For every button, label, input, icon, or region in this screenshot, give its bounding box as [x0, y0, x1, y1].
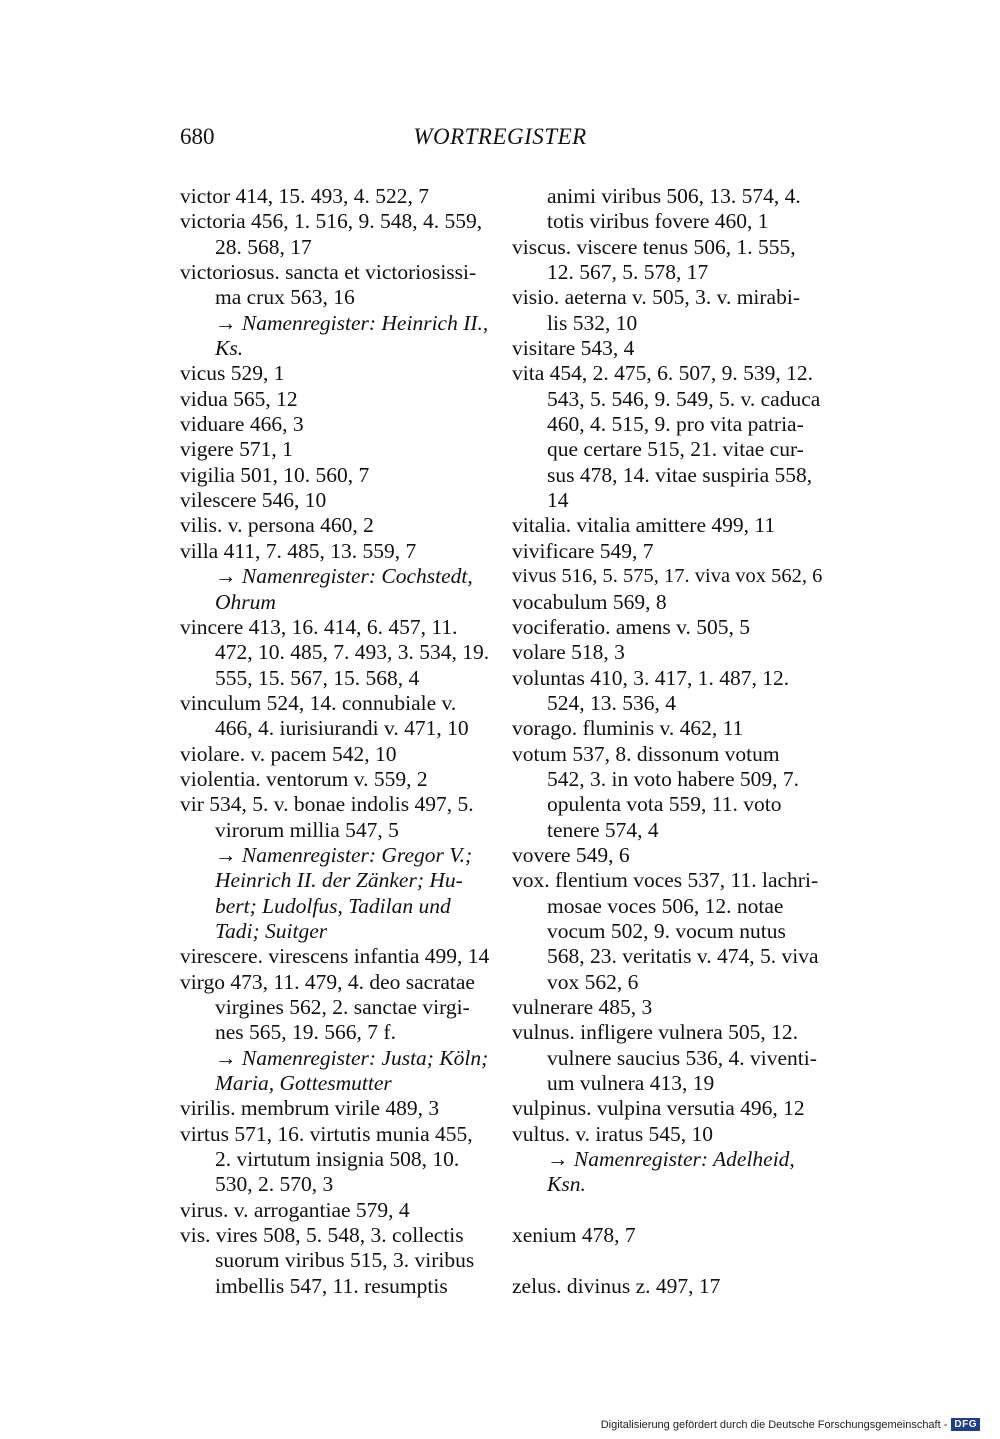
index-entry: vigilia 501, 10. 560, 7 — [180, 462, 370, 487]
credit-text: Digitalisierung gefördert durch die Deutsche Forschungsgemeinschaft - — [600, 1418, 948, 1431]
index-entry: zelus. divinus z. 497, 17 — [512, 1273, 721, 1298]
running-title: WORTREGISTER — [413, 124, 587, 149]
index-entry-continuation: → Namenregister: Adelheid, — [547, 1147, 795, 1172]
index-entry-continuation: vox 562, 6 — [547, 969, 639, 994]
index-entry-continuation: Tadi; Suitger — [215, 918, 328, 943]
index-entry: viscus. viscere tenus 506, 1. 555, — [512, 234, 796, 259]
index-entry-continuation: 524, 13. 536, 4 — [547, 690, 676, 715]
index-entry: violare. v. pacem 542, 10 — [180, 741, 397, 766]
index-entry-continuation: 472, 10. 485, 7. 493, 3. 534, 19. — [215, 640, 490, 665]
index-entry: votum 537, 8. dissonum votum — [512, 741, 780, 766]
index-entry: vivus 516, 5. 575, 17. viva vox 562, 6 — [512, 565, 823, 588]
index-entry: vilescere 546, 10 — [180, 488, 327, 513]
index-entry-continuation: mosae voces 506, 12. notae — [547, 893, 784, 918]
index-entry: vorago. fluminis v. 462, 11 — [512, 716, 744, 741]
index-entry-continuation: virorum millia 547, 5 — [215, 817, 399, 842]
index-entry-continuation: sus 478, 14. vitae suspiria 558, — [547, 462, 813, 487]
index-entry-continuation: vulnere saucius 536, 4. viventi- — [547, 1045, 817, 1070]
index-entry-continuation: 542, 3. in voto habere 509, 7. — [547, 766, 799, 791]
index-entry: visio. aeterna v. 505, 3. v. mirabi- — [512, 285, 800, 310]
page-number: 680 — [180, 124, 215, 149]
index-entry-continuation: suorum viribus 515, 3. viribus — [215, 1248, 475, 1273]
index-entry: xenium 478, 7 — [512, 1223, 636, 1248]
index-entry: vidua 565, 12 — [180, 386, 298, 411]
index-entry-continuation: animi viribus 506, 13. 574, 4. — [547, 184, 801, 208]
index-entry: vir 534, 5. v. bonae indolis 497, 5. — [180, 792, 474, 817]
index-entry-continuation: Ksn. — [547, 1172, 586, 1197]
index-entry: vulnus. infligere vulnera 505, 12. — [512, 1020, 799, 1045]
index-entry: vox. flentium voces 537, 11. lachri- — [512, 868, 819, 893]
index-entry: virgo 473, 11. 479, 4. deo sacratae — [180, 969, 475, 994]
index-entry-continuation: Ohrum — [215, 589, 276, 614]
index-entry: virus. v. arrogantiae 579, 4 — [180, 1197, 410, 1222]
index-entry-continuation: 466, 4. iurisiurandi v. 471, 10 — [215, 716, 469, 741]
index-entry: victor 414, 15. 493, 4. 522, 7 — [180, 184, 430, 208]
index-entry-continuation: que certare 515, 21. vitae cur- — [547, 437, 804, 462]
index-entry: vitalia. vitalia amittere 499, 11 — [512, 513, 776, 538]
index-entry-continuation: um vulnera 413, 19 — [547, 1071, 715, 1096]
index-entry: victoria 456, 1. 516, 9. 548, 4. 559, — [180, 209, 483, 234]
index-entry: vocabulum 569, 8 — [512, 589, 667, 614]
index-entry-continuation: nes 565, 19. 566, 7 f. — [215, 1020, 396, 1045]
index-entry: vivificare 549, 7 — [512, 538, 654, 563]
entry-spacer — [512, 1248, 822, 1273]
index-entry-continuation: vocum 502, 9. vocum nutus — [547, 918, 786, 943]
index-entry: volare 518, 3 — [512, 640, 625, 665]
index-entry-continuation: 460, 4. 515, 9. pro vita patria- — [547, 412, 804, 437]
index-entry-continuation: 12. 567, 5. 578, 17 — [547, 260, 709, 285]
index-entry: violentia. ventorum v. 559, 2 — [180, 766, 428, 791]
index-entry: visitare 543, 4 — [512, 336, 635, 361]
index-entry-continuation: bert; Ludolfus, Tadilan und — [215, 893, 451, 918]
index-entry: virescere. virescens infantia 499, 14 — [180, 944, 490, 969]
index-entry-continuation: Ks. — [215, 336, 244, 361]
digitization-credit — [601, 1418, 980, 1431]
index-entry: viduare 466, 3 — [180, 412, 304, 437]
index-entry: virilis. membrum virile 489, 3 — [180, 1096, 440, 1121]
index-column-left — [180, 184, 490, 1299]
index-entry-continuation: 28. 568, 17 — [215, 234, 312, 259]
index-entry-continuation: → Namenregister: Gregor V.; — [215, 842, 473, 867]
index-entry-continuation: totis viribus fovere 460, 1 — [547, 209, 769, 234]
index-entry: voluntas 410, 3. 417, 1. 487, 12. — [512, 665, 790, 690]
dfg-logo: DFG — [951, 1418, 980, 1431]
index-entry: vovere 549, 6 — [512, 842, 630, 867]
index-entry-continuation: → Namenregister: Justa; Köln; — [215, 1045, 489, 1070]
index-entry-continuation: 568, 23. veritatis v. 474, 5. viva — [547, 944, 819, 969]
entry-spacer — [512, 1198, 822, 1223]
index-entry-continuation: 14 — [547, 488, 569, 513]
index-entry-continuation: Heinrich II. der Zänker; Hu- — [215, 868, 463, 893]
index-entry: vis. vires 508, 5. 548, 3. collectis — [180, 1223, 464, 1248]
index-entry-continuation: lis 532, 10 — [547, 310, 638, 335]
index-entry-continuation: → Namenregister: Cochstedt, — [215, 564, 473, 589]
index-entry: vilis. v. persona 460, 2 — [180, 513, 374, 538]
index-entry-continuation: ma crux 563, 16 — [215, 285, 355, 310]
index-entry: victoriosus. sancta et victoriosissi- — [180, 260, 477, 285]
index-entry: vincere 413, 16. 414, 6. 457, 11. — [180, 614, 458, 639]
index-entry: vigere 571, 1 — [180, 437, 293, 462]
index-entry: villa 411, 7. 485, 13. 559, 7 — [180, 538, 417, 563]
index-entry: vinculum 524, 14. connubiale v. — [180, 690, 457, 715]
index-entry-continuation: imbellis 547, 11. resumptis — [215, 1273, 448, 1298]
index-entry: vulnerare 485, 3 — [512, 995, 653, 1019]
index-entry-continuation: → Namenregister: Heinrich II., — [215, 310, 489, 335]
index-entry-continuation: Maria, Gottesmutter — [215, 1071, 392, 1096]
index-entry-continuation: 2. virtutum insignia 508, 10. — [215, 1147, 460, 1172]
index-entry-continuation: virgines 562, 2. sanctae virgi- — [215, 995, 470, 1019]
index-entry: vita 454, 2. 475, 6. 507, 9. 539, 12. — [512, 361, 813, 386]
index-entry-continuation: opulenta vota 559, 11. voto — [547, 792, 782, 817]
index-entry-continuation: tenere 574, 4 — [547, 817, 659, 842]
index-entry: vulpinus. vulpina versutia 496, 12 — [512, 1096, 805, 1121]
index-entry: virtus 571, 16. virtutis munia 455, — [180, 1121, 473, 1146]
index-entry: vultus. v. iratus 545, 10 — [512, 1121, 714, 1146]
index-entry-continuation: 543, 5. 546, 9. 549, 5. v. caduca — [547, 386, 821, 411]
index-entry-continuation: 555, 15. 567, 15. 568, 4 — [215, 665, 420, 690]
index-entry-continuation: 530, 2. 570, 3 — [215, 1172, 334, 1197]
index-entry: vicus 529, 1 — [180, 361, 285, 386]
index-column-right — [512, 184, 822, 1299]
index-entry: vociferatio. amens v. 505, 5 — [512, 614, 751, 639]
